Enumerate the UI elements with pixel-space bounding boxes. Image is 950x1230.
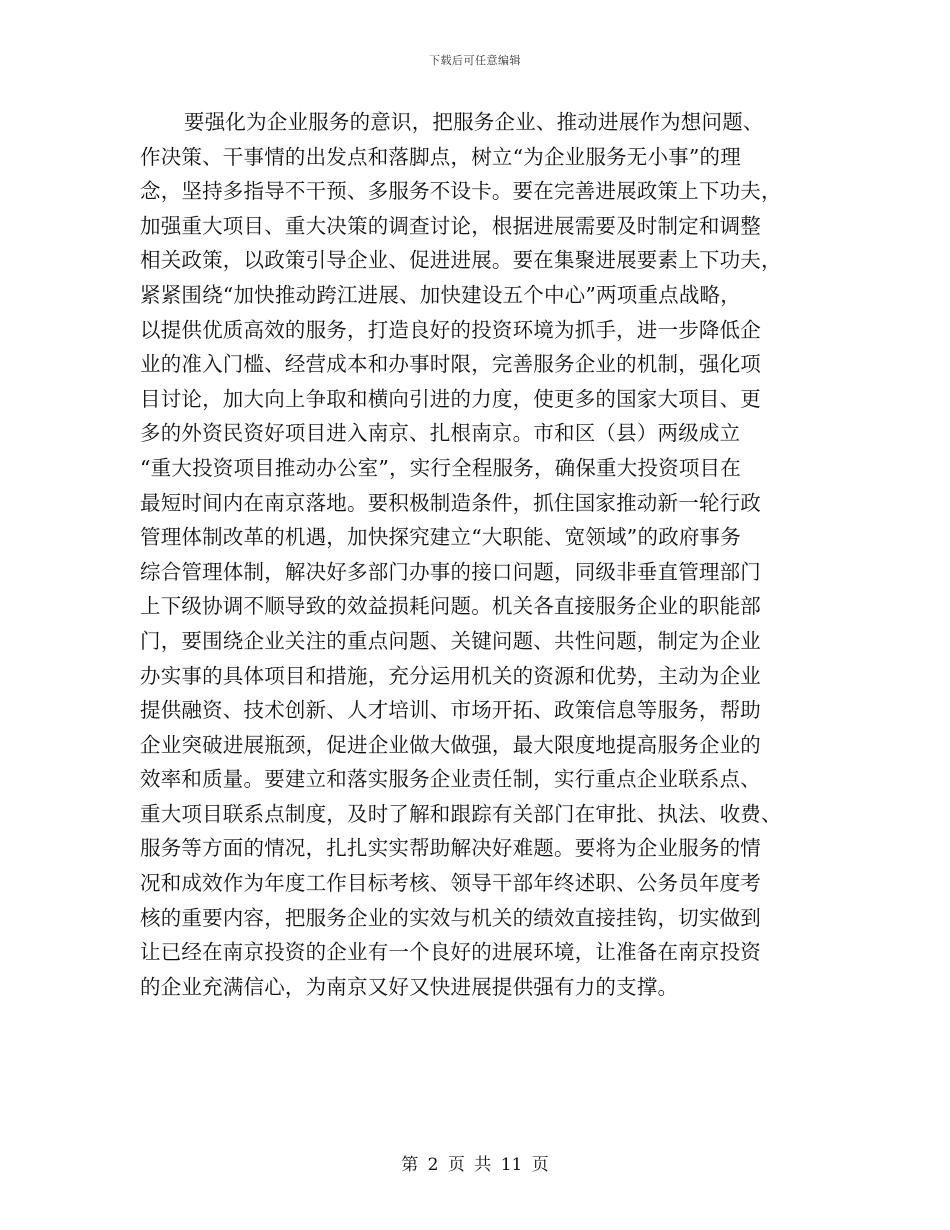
text-line: 目讨论，加大向上争取和横向引进的力度，使更多的国家大项目、更 [140, 386, 761, 411]
text-line: 要强化为企业服务的意识，把服务企业、推动进展作为想问题、 [184, 110, 764, 134]
text-line: 念，坚持多指导不干预、多服务不设卡。要在完善进展政策上下功夫， [140, 179, 782, 204]
text-line: 加强重大项目、重大决策的调查讨论，根据进展需要及时制定和调整 [140, 213, 761, 238]
text-line: 况和成效作为年度工作目标考核、领导干部年终述职、公务员年度考 [140, 871, 761, 896]
text-line: 门，要围绕企业关注的重点问题、关键问题、共性问题，制定为企业 [140, 628, 761, 653]
page-header: 下载后可任意编辑 [429, 54, 521, 67]
text-line: 让已经在南京投资的企业有一个良好的进展环境，让准备在南京投资 [140, 940, 761, 965]
text-line: 管理体制改革的机遇，加快探究建立“大职能、宽领域”的政府事务 [140, 525, 741, 550]
text-line: 服务等方面的情况，扎扎实实帮助解决好难题。要将为企业服务的情 [140, 836, 761, 861]
text-line: 效率和质量。要建立和落实服务企业责任制，实行重点企业联系点、 [140, 767, 761, 792]
text-line: 核的重要内容，把服务企业的实效与机关的绩效直接挂钩，切实做到 [140, 905, 761, 930]
text-line: 作决策、干事情的出发点和落脚点，树立“为企业服务无小事”的理 [140, 144, 741, 169]
text-line: 最短时间内在南京落地。要积极制造条件，抓住国家推动新一轮行政 [140, 490, 761, 515]
text-line: 相关政策，以政策引导企业、促进进展。要在集聚进展要素上下功夫， [140, 248, 782, 273]
text-line: “重大投资项目推动办公室”，实行全程服务，确保重大投资项目在 [140, 455, 741, 480]
text-line: 紧紧围绕“加快推动跨江进展、加快建设五个中心”两项重点战略， [140, 282, 741, 307]
text-line: 企业突破进展瓶颈，促进企业做大做强，最大限度地提高服务企业的 [140, 732, 761, 757]
text-line: 多的外资民资好项目进入南京、扎根南京。市和区（县）两级成立 [140, 421, 741, 446]
text-line: 重大项目联系点制度，及时了解和跟踪有关部门在审批、执法、收费、 [140, 801, 782, 826]
text-line: 提供融资、技术创新、人才培训、市场开拓、政策信息等服务，帮助 [140, 698, 761, 723]
text-line: 综合管理体制，解决好多部门办事的接口问题，同级非垂直管理部门 [140, 559, 761, 584]
text-line: 以提供优质高效的服务，打造良好的投资环境为抓手，进一步降低企 [140, 317, 761, 342]
text-line: 业的准入门槛、经营成本和办事时限，完善服务企业的机制，强化项 [140, 352, 761, 377]
body-paragraph [140, 105, 805, 1004]
text-line: 办实事的具体项目和措施，充分运用机关的资源和优势，主动为企业 [140, 663, 761, 688]
page-number: 第 2 页 共 11 页 [401, 1155, 549, 1175]
text-line: 上下级协调不顺导致的效益损耗问题。机关各直接服务企业的职能部 [140, 594, 761, 619]
text-line: 的企业充满信心，为南京又好又快进展提供强有力的支撑。 [140, 974, 679, 999]
